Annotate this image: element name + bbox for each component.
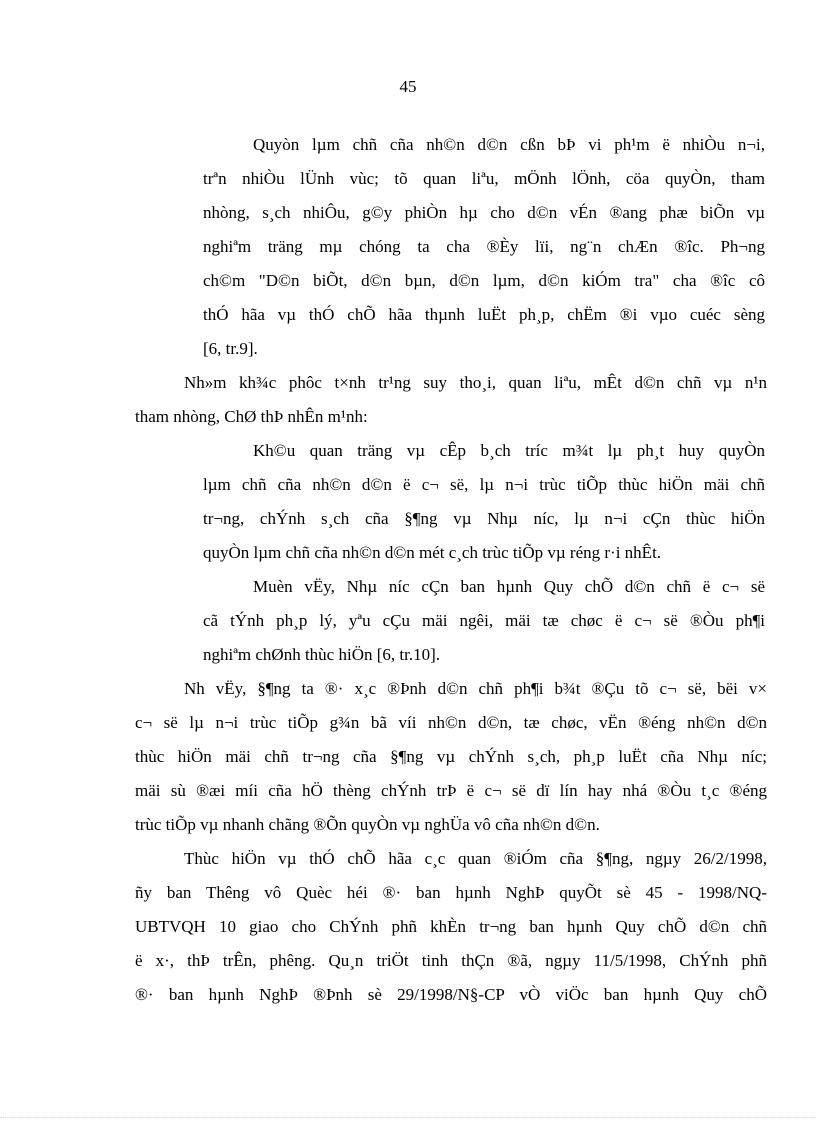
paragraph-line: Nh vËy, §¶ng ta ®· x¸c ®Þnh d©n chñ ph¶i b¾t ®Çu tõ c¬ së, bëi v× (184, 679, 767, 698)
quote-line: thÓ hãa vµ thÓ chÕ hãa thµnh luËt ph¸p, chËm ®i vµo cuéc sèng (203, 305, 765, 324)
page-number: 45 (399, 77, 417, 96)
quote-line: cã tÝnh ph¸p lý, yªu cÇu mäi ngêi, mäi tæ chøc ë c¬ së ®Òu ph¶i (203, 611, 765, 630)
quote-line: Muèn vËy, Nhµ níc cÇn ban hµnh Quy chÕ d©n chñ ë c¬ së (253, 577, 765, 596)
quote-line: trªn nhiÒu lÜnh vùc; tõ quan liªu, mÖnh lÖnh, cöa quyÒn, tham (203, 169, 765, 188)
page-bottom-rule (0, 1117, 816, 1118)
paragraph-line: thùc hiÖn mäi chñ tr¬ng cña §¶ng vµ chÝnh s¸ch, ph¸p luËt cña Nhµ níc; (135, 747, 767, 766)
paragraph-line: ñy ban Thêng vô Quèc héi ®· ban hµnh NghÞ quyÕt sè 45 - 1998/NQ- (135, 883, 767, 902)
quote-line: nhòng, s¸ch nhiÔu, g©y phiÒn hµ cho d©n vÉn ®ang phæ biÕn vµ (203, 203, 765, 222)
quote-line: lµm chñ cña nh©n d©n ë c¬ së, lµ n¬i trùc tiÕp thùc hiÖn mäi chñ (203, 475, 765, 494)
paragraph-line: ®· ban hµnh NghÞ ®Þnh sè 29/1998/N§-CP vÒ viÖc ban hµnh Quy chÕ (135, 985, 767, 1004)
paragraph-line: tham nhòng, ChØ thÞ nhÊn m¹nh: (135, 407, 368, 426)
paragraph-line: UBTVQH 10 giao cho ChÝnh phñ khÈn tr¬ng ban hµnh Quy chÕ d©n chñ (135, 917, 767, 936)
quote-line: Kh©u quan träng vµ cÊp b¸ch tríc m¾t lµ ph¸t huy quyÒn (253, 441, 765, 460)
quote-line: Quyòn lµm chñ cña nh©n d©n cßn bÞ vi ph¹m ë nhiÒu n¬i, (253, 135, 765, 154)
paragraph-line: mäi sù ®æi míi cña hÖ thèng chÝnh trÞ ë c¬ së dï lín hay nhá ®Òu t¸c ®éng (135, 781, 767, 800)
quote-line: nghiªm chØnh thùc hiÖn [6, tr.10]. (203, 645, 440, 664)
paragraph-line: trùc tiÕp vµ nhanh chãng ®Õn quyÒn vµ nghÜa vô cña nh©n d©n. (135, 815, 600, 834)
paragraph-line: ë x·, thÞ trÊn, phêng. Qu¸n triÖt tinh thÇn ®ã, ngµy 11/5/1998, ChÝnh phñ (135, 951, 767, 970)
quote-line: nghiªm träng mµ chóng ta cha ®Èy lïi, ng¨n chÆn ®îc. Ph¬ng (203, 237, 765, 256)
quote-line: [6, tr.9]. (203, 339, 258, 358)
quote-line: ch©m "D©n biÕt, d©n bµn, d©n lµm, d©n kiÓm tra" cha ®îc cô (203, 271, 765, 290)
quote-line: quyÒn lµm chñ cña nh©n d©n mét c¸ch trùc tiÕp vµ réng r·i nhÊt. (203, 543, 662, 562)
paragraph-line: Nh»m kh¾c phôc t×nh tr¹ng suy tho¸i, quan liªu, mÊt d©n chñ vµ n¹n (184, 373, 767, 392)
paragraph-line: Thùc hiÖn vµ thÓ chÕ hãa c¸c quan ®iÓm cña §¶ng, ngµy 26/2/1998, (184, 849, 767, 868)
quote-line: tr¬ng, chÝnh s¸ch cña §¶ng vµ Nhµ níc, lµ n¬i cÇn thùc hiÖn (203, 509, 765, 528)
paragraph-line: c¬ së lµ n¬i trùc tiÕp g¾n bã víi nh©n d©n, tæ chøc, vËn ®éng nh©n d©n (135, 713, 767, 732)
